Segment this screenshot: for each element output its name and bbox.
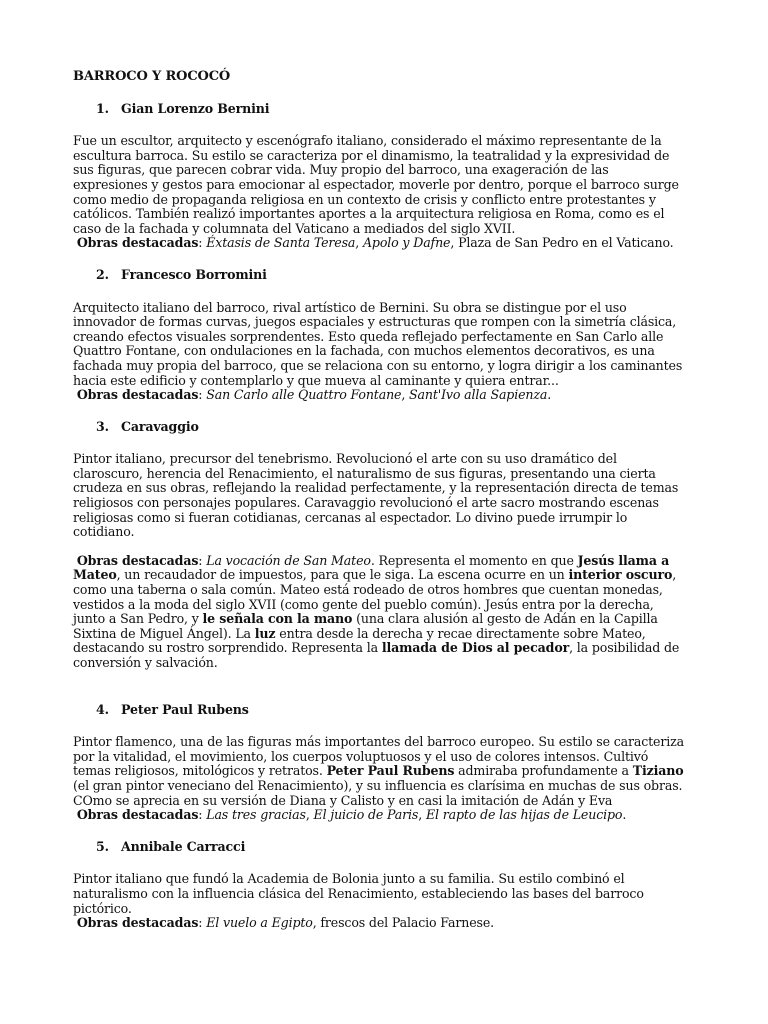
emphasis-text: luz <box>254 625 276 641</box>
obras-destacadas: Obras destacadas: Las tres gracias, El juicio de Paris, El rapto de las hijas de Leucipo. <box>76 807 627 823</box>
emphasis-text: Peter Paul Rubens <box>326 763 455 779</box>
section-body <box>73 735 685 808</box>
section-body: Arquitecto italiano del barroco, rival artístico de Bernini. Su obra se distingue por el uso innovador de formas curvas, juegos espaciales y estructuras que rompen con la simetría clásica, creando efectos visuales sorprendentes. Esto queda reflejado perfectamente en San Carlo alle Quattro Fontane, con ondulaciones en la fachada, con muchos elementos decorativos, es una fachada muy propia del barroco, que se relaciona con su entorno, y logra dirigir a los caminantes hacia este edificio y contemplarlo y que mueva al caminante y quiera entrar... <box>73 299 683 388</box>
description-text: , la posibilidad de conversión y salvación. <box>73 640 680 670</box>
work-title: El juicio de Paris <box>313 807 419 823</box>
obras-destacadas: Obras destacadas: San Carlo alle Quattro Fontane, Sant'Ivo alla Sapienza. <box>76 387 552 403</box>
section-title: Caravaggio <box>121 418 199 434</box>
obras-label: Obras destacadas <box>76 915 199 931</box>
emphasis-text: Jesús llama a Mateo <box>73 552 670 583</box>
section-body: Pintor italiano que fundó la Academia de Bolonia junto a su familia. Su estilo combinó el naturalismo con la influencia clásica del Renacimiento, estableciendo las bases del barroco pictórico. <box>73 871 644 916</box>
obras-destacadas: Obras destacadas: El vuelo a Egipto, frescos del Palacio Farnese. <box>76 915 494 931</box>
description-text: , un recaudador de impuestos, para que le siga. La escena ocurre en un <box>116 567 569 583</box>
section-number: 5. <box>96 838 109 854</box>
section-number: 1. <box>96 100 109 116</box>
work-title: San Carlo alle Quattro Fontane <box>206 387 402 403</box>
work-title: Éxtasis de Santa Teresa <box>206 235 356 251</box>
obras-label: Obras destacadas <box>76 235 199 251</box>
document-title: BARROCO Y ROCOCÓ <box>73 69 231 84</box>
work-title: El vuelo a Egipto <box>206 915 313 931</box>
section-heading-rubens <box>73 703 685 718</box>
section-number: 3. <box>96 418 109 434</box>
blank-line <box>73 540 685 554</box>
body-text: Pintor flamenco, una de las figuras más importantes del barroco europeo. Su estilo se caracteriza por la vitalidad, el movimiento, los cuerpos voluptuosos y el uso de colores intensos. Cultivó temas religiosos, mitológicos y retratos. <box>73 734 684 779</box>
section-heading-borromini <box>73 268 685 283</box>
description-text: , como una taberna o sala común. Mateo está rodeado de otros hombres que cuentan monedas, vestidos a la moda del siglo XVII (como gente del pueblo común). Jesús entra por la derecha, junto a San Pedro, y <box>73 567 677 627</box>
section-number: 4. <box>96 701 109 717</box>
works-text: Plaza de San Pedro en el Vaticano. <box>458 235 674 251</box>
description-text: entra desde la derecha y recae directamente sobre Mateo, destacando su rostro sorprendido. Representa la <box>73 625 646 656</box>
emphasis-text: le señala con la mano <box>202 611 353 627</box>
section-number: 2. <box>96 266 109 282</box>
section-title: Gian Lorenzo Bernini <box>121 100 270 116</box>
obras-label: Obras destacadas <box>76 552 199 568</box>
section-title: Annibale Carracci <box>121 838 246 854</box>
work-title: Las tres gracias <box>206 807 306 823</box>
document-body <box>73 70 685 948</box>
emphasis-text: Tiziano <box>632 763 684 779</box>
work-title: La vocación de San Mateo <box>206 552 371 568</box>
section-heading-bernini <box>73 102 685 117</box>
section-title: Peter Paul Rubens <box>121 701 249 717</box>
section-title: Francesco Borromini <box>121 266 267 282</box>
work-title: Apolo y Dafne <box>362 235 451 251</box>
description-text: (una clara alusión al gesto de Adán en la Capilla Sixtina de Miguel Ángel). La <box>73 611 658 641</box>
obras-destacadas: Obras destacadas: Éxtasis de Santa Teresa, Apolo y Dafne, Plaza de San Pedro en el Vaticano. <box>76 235 674 251</box>
obras-label: Obras destacadas <box>76 387 199 403</box>
works-text: frescos del Palacio Farnese. <box>320 915 494 931</box>
body-text: (el gran pintor veneciano del Renacimiento), y su influencia es clarísima en muchas de sus obras. COmo se aprecia en su versión de Diana y Calisto y en casi la imitación de Adán y Eva <box>73 777 683 808</box>
section-body: Pintor italiano, precursor del tenebrismo. Revolucionó el arte con su uso dramático del claroscuro, herencia del Renacimiento, el naturalismo de sus figuras, presentando una cierta crudeza en sus obras, reflejando la realidad perfectamente, y la representación directa de temas religiosos con personajes populares. Caravaggio revolucionó el arte sacro mostrando escenas religiosas como si fueran cotidianas, cercanas al espectador. Lo divino puede irrumpir lo cotidiano. <box>73 451 679 540</box>
section-heading-carracci <box>73 840 685 855</box>
work-title: El rapto de las hijas de Leucipo <box>425 807 623 823</box>
section-body: Fue un escultor, arquitecto y escenógrafo italiano, considerado el máximo representante de la escultura barroca. Su estilo se caracteriza por el dinamismo, la teatralidad y la expresividad de sus figuras, que parecen cobrar vida. Muy propio del barroco, una exageración de las expresiones y gestos para emocionar al espectador, moverle por dentro, porque el barroco surge como medio de propaganda religiosa en un contexto de crisis y conflicto entre protestantes y católicos. También realizó importantes aportes a la arquitectura religiosa en Roma, como es el caso de la fachada y columnata del Vaticano a mediados del siglo XVII. <box>73 133 679 236</box>
work-title: Sant'Ivo alla Sapienza <box>409 387 548 403</box>
emphasis-text: interior oscuro <box>568 567 673 583</box>
body-text: admiraba profundamente a <box>454 763 633 779</box>
obras-destacadas: Obras destacadas: La vocación de San Mateo. Representa el momento en que Jesús llama a Mateo, un recaudador de impuestos, para que le siga. La escena ocurre en un interior oscuro, como una taberna o sala común. Mateo está rodeado de otros hombres que cuentan monedas, vestidos a la moda del siglo XVII (como gente del pueblo común). Jesús entra por la derecha, junto a San Pedro, y le señala con la mano (una clara alusión al gesto de Adán en la Capilla Sixtina de Miguel Ángel). La luz entra desde la derecha y recae directamente sobre Mateo, destacando su rostro sorprendido. Representa la llamada de Dios al pecador, la posibilidad de conversión y salvación. <box>73 552 680 670</box>
emphasis-text: llamada de Dios al pecador <box>381 640 570 656</box>
section-heading-caravaggio <box>73 420 685 435</box>
description-text: . Representa el momento en que <box>370 552 578 568</box>
obras-label: Obras destacadas <box>76 807 199 823</box>
